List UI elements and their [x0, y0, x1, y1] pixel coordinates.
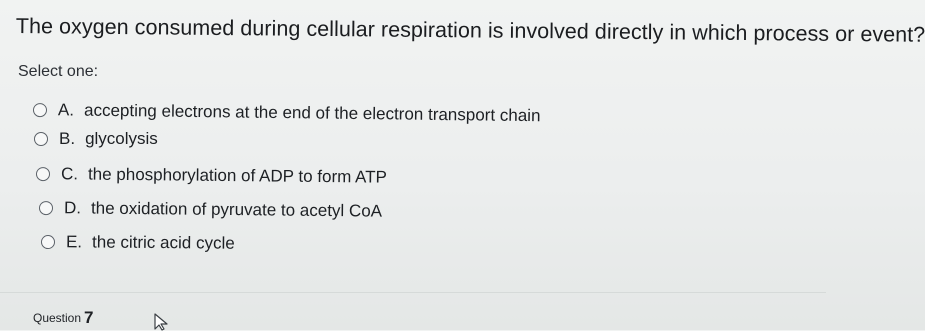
question-label: Question	[33, 311, 82, 325]
select-one-label: Select one:	[18, 63, 99, 80]
option-b[interactable]	[34, 129, 158, 149]
question-number: 7	[84, 308, 94, 327]
option-b-letter: B.	[59, 129, 76, 148]
option-c[interactable]	[36, 164, 387, 188]
radio-d-icon[interactable]	[39, 201, 53, 215]
question-number-label	[33, 308, 94, 328]
radio-b-icon[interactable]	[34, 132, 48, 146]
option-d-text: the oxidation of pyruvate to acetyl CoA	[90, 198, 383, 221]
radio-e-icon[interactable]	[41, 235, 55, 249]
radio-a-icon[interactable]	[33, 103, 47, 117]
option-e[interactable]	[41, 232, 235, 254]
footer-divider	[0, 292, 826, 293]
option-a-letter: A.	[57, 100, 75, 120]
option-a-text: accepting electrons at the end of the electron transport chain	[83, 100, 541, 126]
option-a[interactable]	[33, 100, 541, 126]
option-e-letter: E.	[65, 232, 83, 252]
option-d[interactable]	[39, 198, 382, 222]
option-e-text: the citric acid cycle	[91, 232, 235, 253]
question-text: The oxygen consumed during cellular respiration is involved directly in which process or event?	[15, 13, 925, 47]
option-c-text: the phosphorylation of ADP to form ATP	[87, 164, 388, 187]
radio-c-icon[interactable]	[36, 167, 50, 181]
option-b-text: glycolysis	[85, 129, 158, 148]
option-c-letter: C.	[60, 164, 79, 184]
mouse-pointer-icon	[154, 313, 170, 331]
option-d-letter: D.	[63, 198, 82, 218]
